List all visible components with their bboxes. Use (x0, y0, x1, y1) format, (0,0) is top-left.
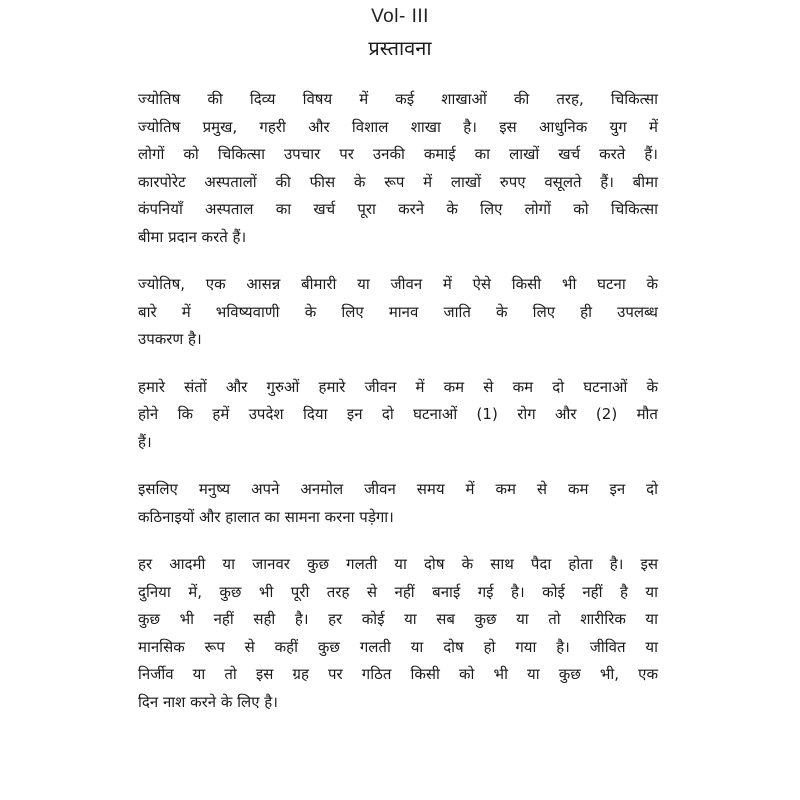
text-line: कठिनाइयों और हालात का सामना करना पड़ेगा। (138, 507, 394, 526)
text-line: कुछ भी नहीं सही है। हर कोई या सब कुछ या तो शारीरिक या (138, 610, 658, 628)
document-body (138, 86, 658, 736)
paragraph-5 (138, 551, 658, 716)
text-line: उपकरण है। (138, 330, 202, 348)
text-line: मानसिक रूप से कहीं कुछ गलती या दोष हो गया है। जीवित या (138, 637, 658, 656)
text-line: कंपनियाँ अस्पताल का खर्च पूरा करने के लिए लोगों को चिकित्सा (138, 200, 658, 218)
volume-label: Vol- III (371, 6, 429, 27)
text-line: कारपोरेट अस्पतालों की फीस के रूप में लाखों रुपए वसूलते हैं। बीमा (138, 172, 658, 191)
paragraph-4 (138, 476, 658, 531)
text-line: दुनिया में, कुछ भी पूरी तरह से नहीं बनाई गई है। कोई नहीं है या (138, 582, 658, 601)
text-line: ज्योतिष प्रमुख, गहरी और विशाल शाखा है। इस आधुनिक युग में (138, 117, 658, 136)
page-title: प्रस्तावना (368, 36, 432, 60)
text-line: हमारे संतों और गुरुओं हमारे जीवन में कम से कम दो घटनाओं के (138, 377, 658, 396)
text-line: होने कि हमें उपदेश दिया इन दो घटनाओं (1) रोग और (2) मौत (138, 405, 658, 423)
text-line: ज्योतिष की दिव्य विषय में कई शाखाओं की तरह, चिकित्सा (138, 90, 658, 108)
text-line: ज्योतिष, एक आसन्न बीमारी या जीवन में ऐसे किसी भी घटना के (138, 275, 658, 293)
text-line: हर आदमी या जानवर कुछ गलती या दोष के साथ पैदा होता है। इस (138, 555, 658, 573)
paragraph-2 (138, 271, 658, 354)
text-line: हैं। (138, 432, 152, 451)
text-line: दिन नाश करने के लिए है। (138, 692, 278, 711)
paragraph-3 (138, 374, 658, 457)
text-line: बारे में भविष्यवाणी के लिए मानव जाति के लिए ही उपलब्ध (138, 302, 658, 321)
text-line: इसलिए मनुष्य अपने अनमोल जीवन समय में कम से कम इन दो (138, 480, 658, 498)
text-line: बीमा प्रदान करते हैं। (138, 227, 247, 246)
paragraph-1 (138, 86, 658, 251)
text-line: निर्जीव या तो इस ग्रह पर गठित किसी को भी या कुछ भी, एक (138, 665, 658, 683)
text-line: लोगों को चिकित्सा उपचार पर उनकी कमाई का लाखों खर्च करते हैं। (138, 145, 658, 163)
